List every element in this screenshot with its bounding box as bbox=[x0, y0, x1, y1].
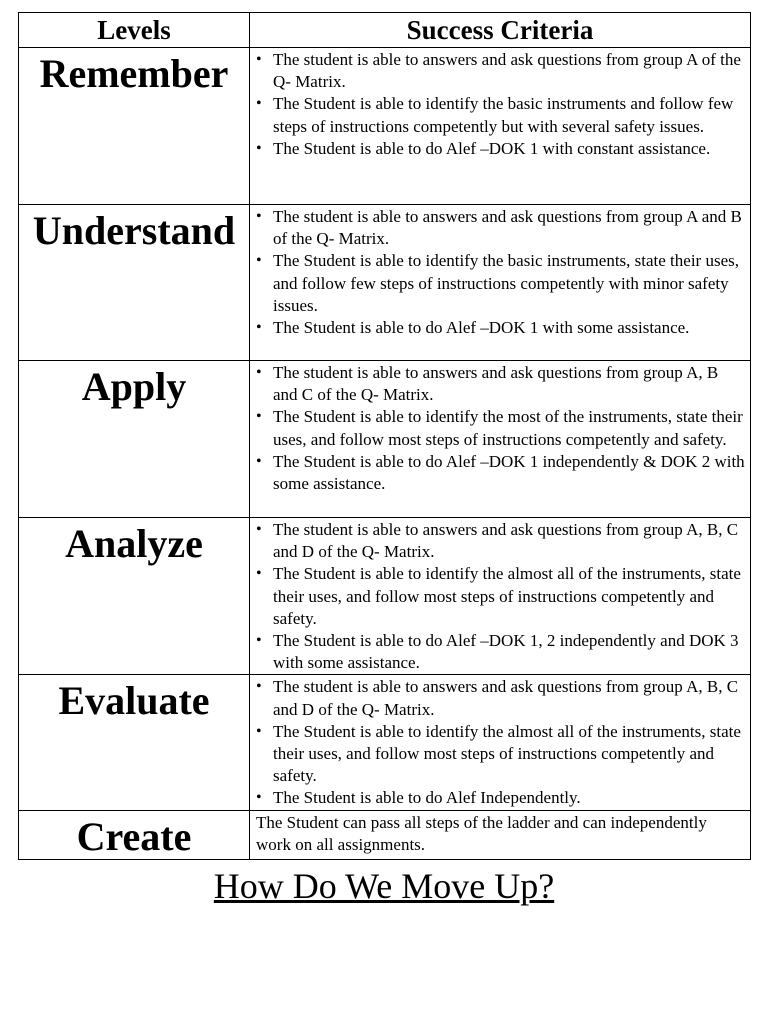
table-row bbox=[19, 361, 751, 518]
criteria-item: • The student is able to answers and ask questions from group A, B, C and D of the Q- Matrix. bbox=[269, 676, 746, 720]
level-apply: Apply bbox=[19, 361, 250, 518]
level-create: Create bbox=[19, 810, 250, 859]
criteria-item: • The Student is able to do Alef Independently. bbox=[269, 787, 746, 809]
criteria-item: • The student is able to answers and ask questions from group A, B and C of the Q- Matrix. bbox=[269, 362, 746, 406]
criteria-create: The Student can pass all steps of the ladder and can independently work on all assignments. bbox=[250, 810, 751, 859]
table-row bbox=[19, 48, 751, 205]
criteria-item: • The student is able to answers and ask questions from group A, B, C and D of the Q- Matrix. bbox=[269, 519, 746, 563]
criteria-evaluate bbox=[250, 675, 751, 810]
success-criteria-header: Success Criteria bbox=[250, 13, 751, 48]
level-analyze: Analyze bbox=[19, 518, 250, 675]
criteria-item: • The Student is able to do Alef –DOK 1, 2 independently and DOK 3 with some assistance. bbox=[269, 630, 746, 674]
criteria-understand bbox=[250, 205, 751, 361]
criteria-item: • The student is able to answers and ask questions from group A of the Q- Matrix. bbox=[269, 49, 746, 93]
criteria-item: • The Student is able to do Alef –DOK 1 independently & DOK 2 with some assistance. bbox=[269, 451, 746, 495]
criteria-remember bbox=[250, 48, 751, 205]
criteria-item: • The Student is able to identify the basic instruments and follow few steps of instructions competently but with several safety issues. bbox=[269, 93, 746, 137]
level-understand: Understand bbox=[19, 205, 250, 361]
level-remember: Remember bbox=[19, 48, 250, 205]
table-header-row bbox=[19, 13, 751, 48]
criteria-item: • The Student is able to identify the almost all of the instruments, state their uses, and follow most steps of instructions competently and safety. bbox=[269, 563, 746, 630]
criteria-item: • The student is able to answers and ask questions from group A and B of the Q- Matrix. bbox=[269, 206, 746, 250]
criteria-item: • The Student is able to identify the basic instruments, state their uses, and follow few steps of instructions competently with minor safety issues. bbox=[269, 250, 746, 317]
table-row bbox=[19, 518, 751, 675]
page-title: How Do We Move Up? bbox=[213, 866, 555, 906]
criteria-item: • The Student is able to do Alef –DOK 1 with some assistance. bbox=[269, 317, 746, 339]
success-criteria-table bbox=[18, 12, 751, 860]
criteria-apply bbox=[250, 361, 751, 518]
criteria-item: • The Student is able to identify the almost all of the instruments, state their uses, and follow most steps of instructions competently and safety. bbox=[269, 721, 746, 788]
criteria-item: • The Student is able to do Alef –DOK 1 with constant assistance. bbox=[269, 138, 746, 160]
criteria-item: • The Student is able to identify the most of the instruments, state their uses, and follow most steps of instructions competently and safety. bbox=[269, 406, 746, 450]
table-row bbox=[19, 205, 751, 361]
level-evaluate: Evaluate bbox=[19, 675, 250, 810]
levels-header: Levels bbox=[19, 13, 250, 48]
criteria-analyze bbox=[250, 518, 751, 675]
table-row bbox=[19, 675, 751, 810]
table-row bbox=[19, 810, 751, 859]
